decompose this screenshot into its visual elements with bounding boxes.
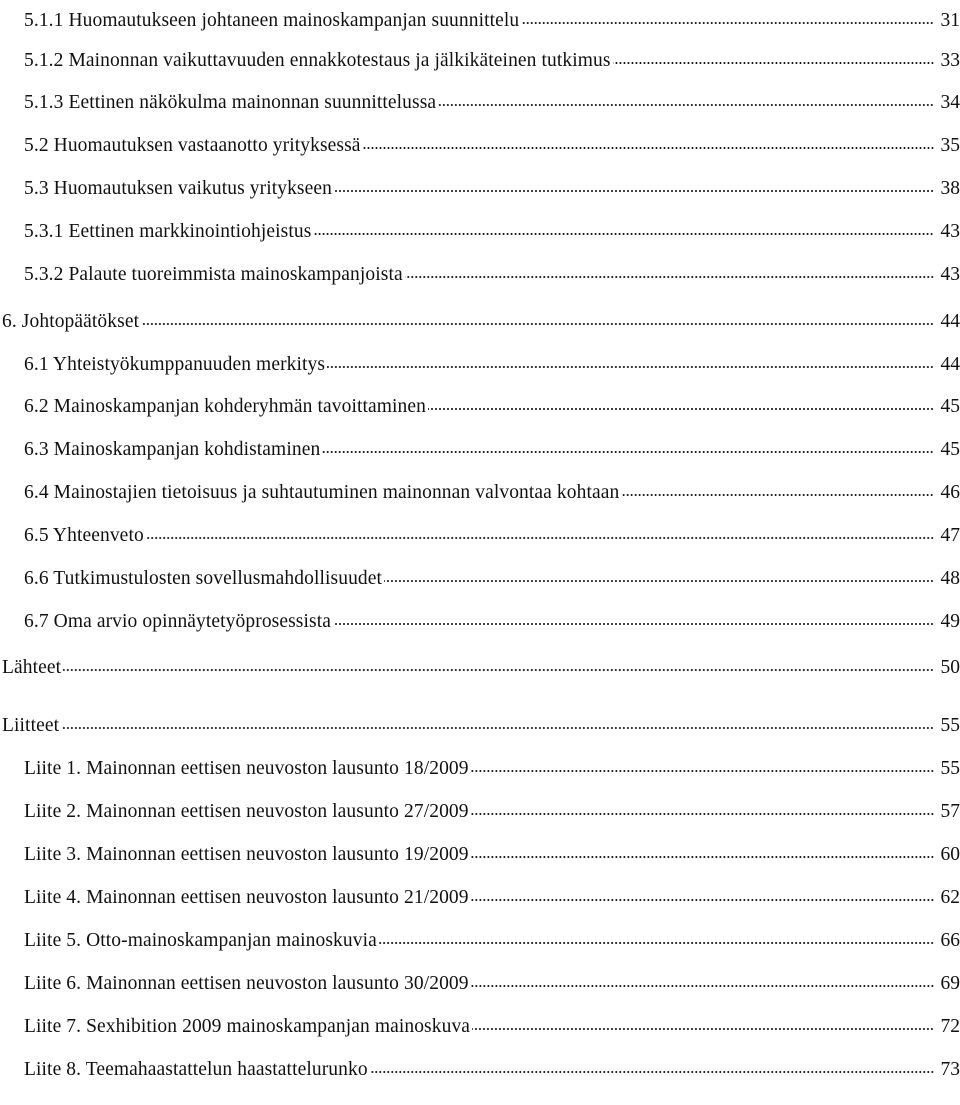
toc-entry-5-1-3 bbox=[24, 82, 960, 112]
toc-entry-page-number: 48 bbox=[940, 567, 960, 589]
toc-entry-page-number: 55 bbox=[940, 757, 960, 779]
dot-leader bbox=[471, 984, 934, 988]
toc-entry-label: 5.3 Huomautuksen vaikutus yritykseen bbox=[24, 177, 332, 199]
toc-entry-label: Liite 3. Mainonnan eettisen neuvoston lausunto 19/2009 bbox=[24, 843, 469, 865]
toc-entry-label: Liite 4. Mainonnan eettisen neuvoston lausunto 21/2009 bbox=[24, 886, 469, 908]
toc-entry-5-3 bbox=[24, 168, 960, 198]
toc-entry-liite-2 bbox=[24, 791, 960, 821]
toc-entry-page-number: 47 bbox=[940, 524, 960, 546]
dot-leader bbox=[322, 450, 934, 454]
toc-entry-liite-8 bbox=[24, 1049, 960, 1079]
toc-entry-5-3-2 bbox=[24, 254, 960, 284]
toc-entry-liite-7 bbox=[24, 1006, 960, 1036]
dot-leader bbox=[405, 275, 934, 279]
dot-leader bbox=[146, 536, 934, 540]
toc-entry-page-number: 31 bbox=[940, 9, 960, 31]
toc-entry-5-1-1 bbox=[24, 0, 960, 30]
toc-entry-liite-1 bbox=[24, 748, 960, 778]
toc-entry-label: 6.2 Mainoskampanjan kohderyhmän tavoittaminen bbox=[24, 395, 426, 417]
toc-entry-5-3-1 bbox=[24, 211, 960, 241]
toc-entry-liitteet bbox=[2, 705, 960, 735]
toc-entry-6-4 bbox=[24, 472, 960, 502]
toc-entry-page-number: 35 bbox=[940, 134, 960, 156]
dot-leader bbox=[141, 322, 934, 326]
toc-entry-page-number: 49 bbox=[940, 610, 960, 632]
toc-entry-page-number: 73 bbox=[940, 1058, 960, 1080]
toc-entry-label: Lähteet bbox=[2, 656, 62, 678]
toc-entry-6 bbox=[2, 301, 960, 331]
toc-entry-label: 5.3.2 Palaute tuoreimmista mainoskampanjoista bbox=[24, 263, 403, 285]
toc-entry-label: 6.3 Mainoskampanjan kohdistaminen bbox=[24, 438, 321, 460]
toc-entry-page-number: 45 bbox=[940, 438, 960, 460]
toc-entry-label: 5.1.1 Huomautukseen johtaneen mainoskampanjan suunnittelu bbox=[24, 9, 520, 31]
dot-leader bbox=[61, 726, 934, 730]
dot-leader bbox=[621, 493, 934, 497]
toc-entry-label: Liite 5. Otto-mainoskampanjan mainoskuvia bbox=[24, 929, 377, 951]
toc-entry-page-number: 33 bbox=[940, 49, 960, 71]
dot-leader bbox=[613, 61, 934, 65]
toc-entry-page-number: 60 bbox=[940, 843, 960, 865]
toc-entry-label: 6.6 Tutkimustulosten sovellusmahdollisuudet bbox=[24, 567, 383, 589]
dot-leader bbox=[471, 898, 934, 902]
dot-leader bbox=[379, 941, 934, 945]
toc-entry-page-number: 43 bbox=[940, 220, 960, 242]
toc-entry-liite-3 bbox=[24, 834, 960, 864]
dot-leader bbox=[370, 1070, 934, 1074]
toc-entry-label: Liite 8. Teemahaastattelun haastattelurunko bbox=[24, 1058, 368, 1080]
toc-entry-label: 6. Johtopäätökset bbox=[2, 310, 140, 332]
toc-entry-page-number: 57 bbox=[940, 800, 960, 822]
dot-leader bbox=[63, 668, 934, 672]
dot-leader bbox=[471, 812, 934, 816]
dot-leader bbox=[471, 769, 934, 773]
toc-entry-6-6 bbox=[24, 558, 960, 588]
dot-leader bbox=[438, 103, 934, 107]
toc-entry-label: Liite 2. Mainonnan eettisen neuvoston lausunto 27/2009 bbox=[24, 800, 469, 822]
toc-entry-page-number: 44 bbox=[940, 353, 960, 375]
toc-entry-page-number: 66 bbox=[940, 929, 960, 951]
toc-entry-page-number: 34 bbox=[940, 91, 960, 113]
toc-entry-page-number: 45 bbox=[940, 395, 960, 417]
dot-leader bbox=[471, 855, 934, 859]
toc-entry-5-2 bbox=[24, 125, 960, 155]
toc-entry-page-number: 69 bbox=[940, 972, 960, 994]
toc-entry-liite-6 bbox=[24, 963, 960, 993]
toc-entry-liite-4 bbox=[24, 877, 960, 907]
dot-leader bbox=[472, 1027, 934, 1031]
toc-entry-6-1 bbox=[24, 344, 960, 374]
toc-entry-page-number: 72 bbox=[940, 1015, 960, 1037]
toc-entry-label: Liite 7. Sexhibition 2009 mainoskampanjan mainoskuva bbox=[24, 1015, 471, 1037]
dot-leader bbox=[313, 232, 934, 236]
toc-entry-page-number: 50 bbox=[940, 656, 960, 678]
dot-leader bbox=[333, 622, 934, 626]
toc-entry-label: 5.2 Huomautuksen vastaanotto yrityksessä bbox=[24, 134, 361, 156]
toc-entry-label: 6.1 Yhteistyökumppanuuden merkitys bbox=[24, 353, 326, 375]
dot-leader bbox=[327, 365, 934, 369]
toc-entry-label: 6.4 Mainostajien tietoisuus ja suhtautuminen mainonnan valvontaa kohtaan bbox=[24, 481, 620, 503]
toc-entry-label: 6.5 Yhteenveto bbox=[24, 524, 144, 546]
toc-entry-6-5 bbox=[24, 515, 960, 545]
dot-leader bbox=[428, 407, 934, 411]
toc-entry-label: 5.3.1 Eettinen markkinointiohjeistus bbox=[24, 220, 312, 242]
toc-entry-page-number: 44 bbox=[940, 310, 960, 332]
dot-leader bbox=[521, 21, 934, 25]
toc-entry-5-1-2 bbox=[24, 40, 960, 70]
toc-entry-6-2 bbox=[24, 386, 960, 416]
toc-entry-label: 6.7 Oma arvio opinnäytetyöprosessista bbox=[24, 610, 331, 632]
toc-entry-liite-5 bbox=[24, 920, 960, 950]
toc-entry-label: 5.1.2 Mainonnan vaikuttavuuden ennakkotestaus ja jälkikäteinen tutkimus bbox=[24, 49, 611, 71]
toc-entry-6-3 bbox=[24, 429, 960, 459]
toc-entry-page-number: 62 bbox=[940, 886, 960, 908]
toc-entry-label: Liitteet bbox=[2, 714, 60, 736]
toc-entry-page-number: 43 bbox=[940, 263, 960, 285]
toc-entry-page-number: 46 bbox=[940, 481, 960, 503]
toc-entry-label: 5.1.3 Eettinen näkökulma mainonnan suunnittelussa bbox=[24, 91, 437, 113]
toc-entry-page-number: 38 bbox=[940, 177, 960, 199]
dot-leader bbox=[384, 579, 934, 583]
toc-entry-label: Liite 1. Mainonnan eettisen neuvoston lausunto 18/2009 bbox=[24, 757, 469, 779]
dot-leader bbox=[363, 146, 934, 150]
toc-entry-6-7 bbox=[24, 601, 960, 631]
dot-leader bbox=[334, 189, 934, 193]
toc-entry-lahteet bbox=[2, 647, 960, 677]
toc-entry-page-number: 55 bbox=[940, 714, 960, 736]
toc-entry-label: Liite 6. Mainonnan eettisen neuvoston lausunto 30/2009 bbox=[24, 972, 469, 994]
